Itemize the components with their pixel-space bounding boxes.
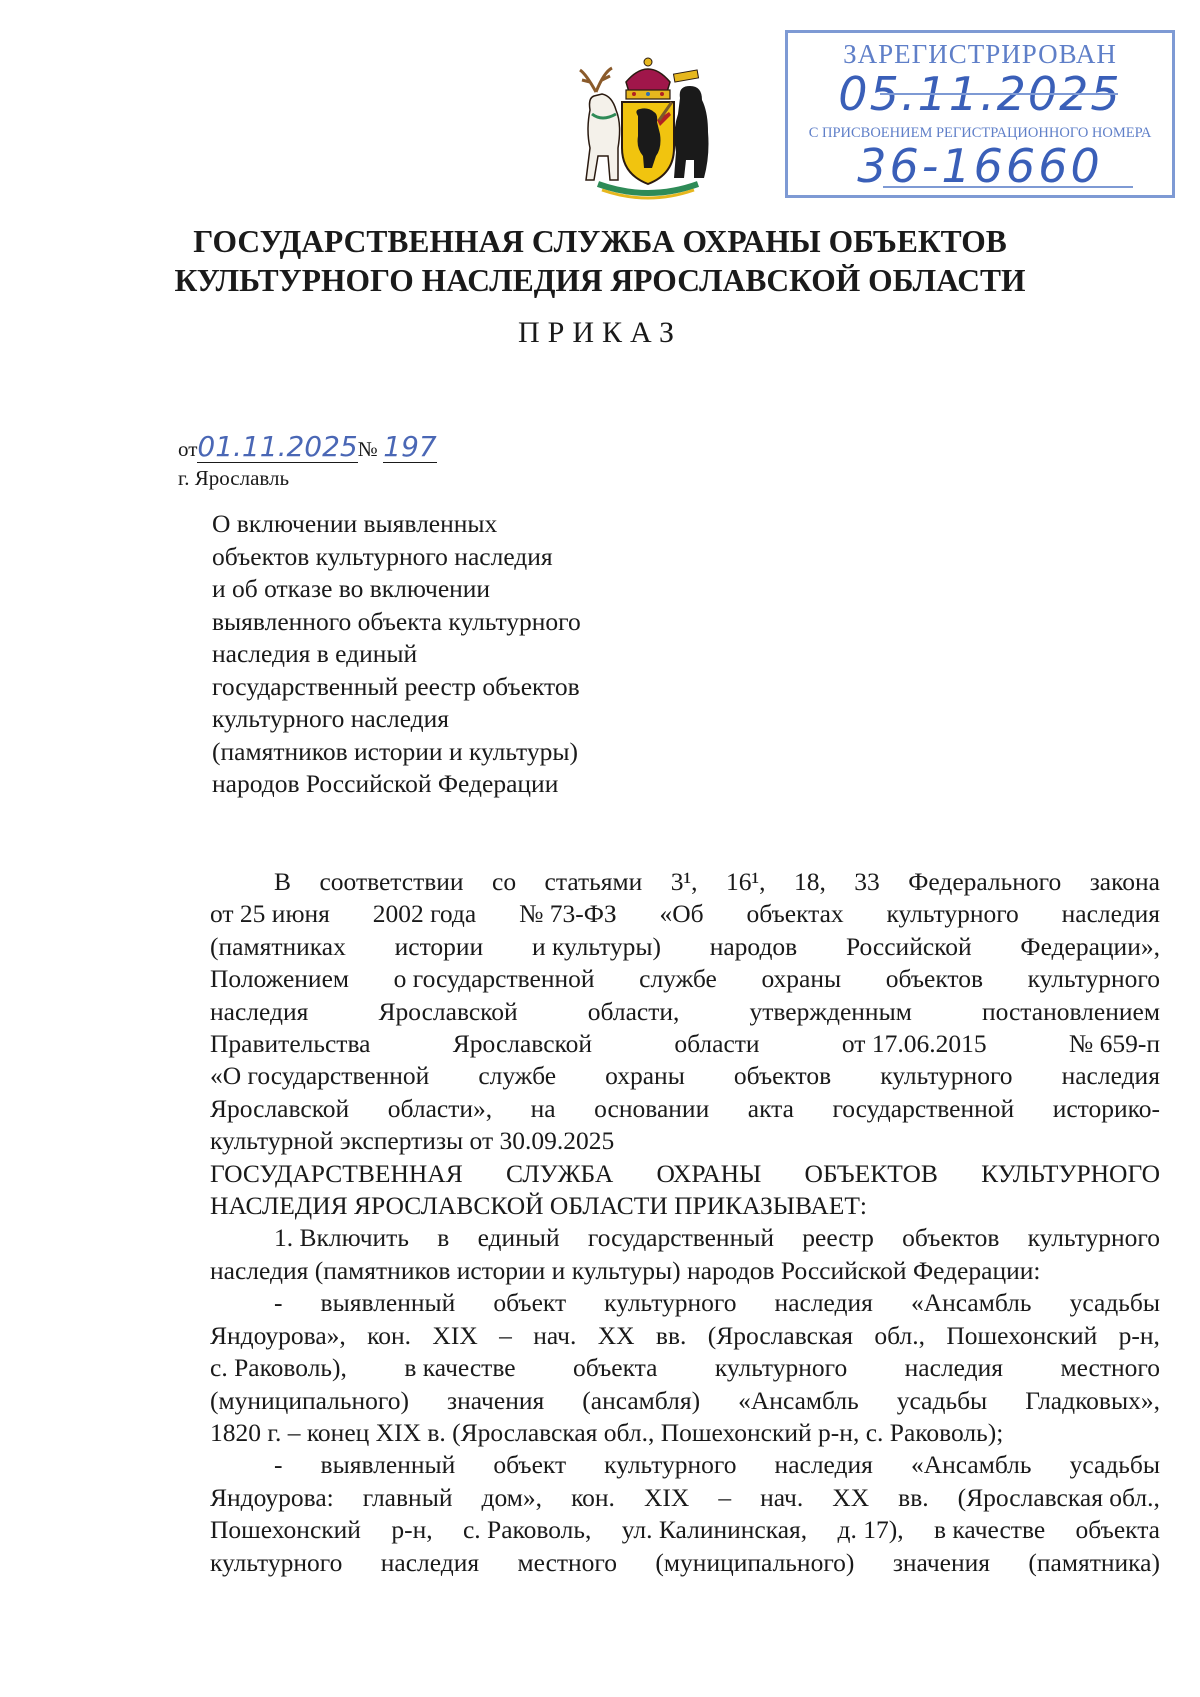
body-word: выявленный bbox=[320, 1288, 456, 1318]
body-word: вв. bbox=[898, 1482, 929, 1512]
body-word: местного bbox=[1060, 1353, 1160, 1383]
body-word: «Об bbox=[659, 899, 704, 929]
body-word: Пошехонский bbox=[210, 1515, 361, 1545]
body-word: № 659-п bbox=[1068, 1029, 1160, 1059]
body-line bbox=[210, 1449, 1160, 1481]
body-word: 2002 года bbox=[372, 899, 477, 929]
body-word: «О государственной bbox=[210, 1061, 430, 1091]
body-word: культурного bbox=[1027, 964, 1160, 994]
body-word: в bbox=[437, 1223, 450, 1253]
body-word: объектов bbox=[733, 1061, 832, 1091]
body-word: р-н, bbox=[1118, 1320, 1160, 1350]
deer-supporter-icon bbox=[580, 68, 620, 180]
body-line bbox=[210, 1320, 1160, 1352]
body-word: области», bbox=[387, 1093, 493, 1123]
body-word: НАСЛЕДИЯ ЯРОСЛАВСКОЙ ОБЛАСТИ ПРИКАЗЫВАЕТ: bbox=[210, 1191, 868, 1221]
body-word: наследия bbox=[1061, 899, 1160, 929]
body-word: культурного bbox=[210, 1547, 343, 1577]
body-word: культурного bbox=[714, 1353, 848, 1383]
body-word: объектах bbox=[746, 899, 844, 929]
body-word: (Ярославская bbox=[707, 1320, 854, 1350]
body-word: охраны bbox=[605, 1061, 685, 1091]
body-word: XX bbox=[832, 1482, 870, 1512]
body-word: государственный bbox=[587, 1223, 774, 1253]
stamp-underline bbox=[880, 93, 1118, 95]
number-prefix: № bbox=[357, 437, 378, 461]
body-word: статьями bbox=[544, 867, 643, 896]
city: г. Ярославль bbox=[178, 466, 290, 490]
body-word: (муниципального) bbox=[210, 1385, 409, 1415]
subject-line: культурного наследия bbox=[212, 704, 450, 733]
body-word: и культуры) bbox=[531, 931, 661, 961]
subject-line: государственный реестр объектов bbox=[212, 671, 580, 701]
body-line bbox=[210, 1093, 1160, 1125]
body-word: наследия bbox=[774, 1450, 873, 1480]
body-word: в качестве bbox=[404, 1353, 516, 1383]
body-word: объектов bbox=[885, 964, 984, 994]
body-word: народов bbox=[709, 931, 798, 961]
body-word: Федерального bbox=[908, 867, 1062, 896]
body-word: р-н, bbox=[391, 1515, 433, 1545]
body-word: (Ярославская обл., bbox=[957, 1482, 1160, 1512]
body-word: области, bbox=[587, 996, 680, 1026]
body-line bbox=[210, 1352, 1160, 1384]
body-line bbox=[210, 898, 1160, 930]
body-word: «Ансамбль bbox=[910, 1450, 1032, 1480]
body-word: наследия bbox=[904, 1353, 1003, 1383]
order-dateline bbox=[178, 432, 437, 464]
body-word: XIX bbox=[643, 1482, 690, 1512]
body-word: ОБЪЕКТОВ bbox=[804, 1158, 938, 1188]
body-word: культурной экспертизы от 30.09.2025 bbox=[210, 1126, 615, 1156]
subject-line: наследия в единый bbox=[212, 639, 418, 668]
subject-line: и об отказе во включении bbox=[212, 574, 491, 603]
body-line bbox=[210, 1028, 1160, 1060]
handwritten-date: 01.11.2025 bbox=[197, 430, 358, 463]
body-word: постановлением bbox=[981, 996, 1160, 1026]
body-word: нач. bbox=[533, 1320, 577, 1350]
body-word: закона bbox=[1089, 867, 1160, 896]
body-word: на bbox=[530, 1093, 556, 1123]
body-line bbox=[210, 931, 1160, 963]
body-word: - bbox=[274, 1288, 283, 1318]
subject-line: объектов культурного наследия bbox=[212, 541, 553, 571]
body-word: культурного bbox=[1027, 1223, 1160, 1253]
handwritten-number: 197 bbox=[383, 430, 437, 463]
body-line bbox=[210, 1158, 1160, 1190]
body-word: основании bbox=[594, 1093, 710, 1123]
body-word: от 25 июня bbox=[210, 899, 330, 929]
body-word: охраны bbox=[761, 964, 842, 994]
body-word: объектов bbox=[902, 1223, 1000, 1253]
body-line bbox=[210, 1060, 1160, 1092]
body-word: объект bbox=[493, 1450, 567, 1480]
subject-line: народов Российской Федерации bbox=[212, 769, 559, 798]
body-word: – bbox=[718, 1482, 732, 1512]
body-word: с. Раковоль, bbox=[462, 1515, 592, 1545]
body-word: кон. bbox=[571, 1482, 615, 1512]
body-word: объект bbox=[493, 1288, 567, 1318]
body-word: культурного bbox=[604, 1288, 737, 1318]
body-word: историко- bbox=[1052, 1093, 1160, 1123]
body-line bbox=[210, 963, 1160, 995]
body-word: усадьбы bbox=[1069, 1450, 1160, 1480]
body-word: № 73-ФЗ bbox=[519, 899, 617, 929]
coat-of-arms-emblem bbox=[568, 52, 728, 204]
body-word: культурного bbox=[604, 1450, 737, 1480]
body-word: единый bbox=[477, 1223, 560, 1253]
body-word: 18, bbox=[793, 867, 826, 896]
body-word: истории bbox=[394, 931, 484, 961]
order-body bbox=[210, 866, 1160, 1579]
body-word: Пошехонский bbox=[946, 1320, 1098, 1350]
org-line-1: ГОСУДАРСТВЕННАЯ СЛУЖБА ОХРАНЫ ОБЪЕКТОВ bbox=[193, 224, 1007, 259]
body-word: XIX bbox=[432, 1320, 478, 1350]
body-word: выявленный bbox=[320, 1450, 456, 1480]
body-line bbox=[210, 1385, 1160, 1417]
body-word: обл., bbox=[874, 1320, 925, 1350]
body-line bbox=[210, 1417, 1160, 1449]
body-word: КУЛЬТУРНОГО bbox=[981, 1158, 1160, 1188]
body-line bbox=[210, 996, 1160, 1028]
date-prefix: от bbox=[178, 437, 198, 461]
body-word: наследия bbox=[1061, 1061, 1160, 1091]
body-word: о государственной bbox=[393, 964, 595, 994]
body-word: Ярославской bbox=[452, 1029, 593, 1059]
body-word: службе bbox=[478, 1061, 557, 1091]
body-line bbox=[210, 1190, 1160, 1222]
body-word: вв. bbox=[655, 1320, 687, 1350]
body-line bbox=[210, 1255, 1160, 1287]
body-word: соответствии bbox=[319, 867, 464, 896]
body-word: – bbox=[499, 1320, 512, 1350]
stamp-number: 36-16660 bbox=[857, 139, 1103, 193]
body-word: (памятника) bbox=[1028, 1547, 1160, 1577]
body-word: ОХРАНЫ bbox=[656, 1158, 762, 1188]
body-word: объекта bbox=[1075, 1515, 1160, 1545]
body-word: в качестве bbox=[934, 1515, 1046, 1545]
body-word: дом», bbox=[481, 1482, 543, 1512]
body-word: (ансамбля) bbox=[582, 1385, 701, 1415]
stamp-underline bbox=[883, 186, 1133, 188]
body-word: Гладковых», bbox=[1025, 1385, 1160, 1415]
subject-line: выявленного объекта культурного bbox=[212, 606, 581, 636]
body-line bbox=[210, 1222, 1160, 1254]
body-word: «Ансамбль bbox=[738, 1385, 859, 1415]
body-word: Правительства bbox=[210, 1029, 371, 1059]
body-line bbox=[210, 1125, 1160, 1157]
organization-name bbox=[0, 222, 1200, 300]
body-word: от 17.06.2015 bbox=[841, 1029, 987, 1059]
body-word: государственной bbox=[832, 1093, 1015, 1123]
body-word: Положением bbox=[210, 964, 350, 994]
body-word: ГОСУДАРСТВЕННАЯ bbox=[210, 1158, 463, 1188]
body-word: Ярославской bbox=[378, 996, 518, 1026]
body-word: культурного bbox=[880, 1061, 1013, 1091]
body-word: нач. bbox=[760, 1482, 804, 1512]
body-word: Ярославской bbox=[210, 1093, 350, 1123]
body-word: усадьбы bbox=[896, 1385, 988, 1415]
body-word: Яндоурова: bbox=[210, 1482, 334, 1512]
subject-line: О включении выявленных bbox=[212, 509, 498, 538]
stamp-date: 05.11.2025 bbox=[838, 67, 1122, 121]
body-line bbox=[210, 1547, 1160, 1579]
body-word: утвержденным bbox=[749, 996, 912, 1026]
body-word: с. Раковоль), bbox=[210, 1353, 347, 1383]
body-line bbox=[210, 1514, 1160, 1546]
body-word: 16¹, bbox=[725, 867, 766, 896]
body-word: реестр bbox=[802, 1223, 874, 1253]
body-word: наследия (памятников истории и культуры) народов Российской Федерации: bbox=[210, 1255, 1041, 1285]
order-subject bbox=[212, 508, 672, 801]
body-word: усадьбы bbox=[1069, 1288, 1160, 1318]
body-word: культурного bbox=[886, 899, 1019, 929]
body-word: XX bbox=[597, 1320, 635, 1350]
bear-supporter-icon bbox=[673, 70, 708, 178]
body-line bbox=[210, 1287, 1160, 1319]
body-word: (памятниках bbox=[210, 931, 346, 961]
body-line bbox=[210, 1482, 1160, 1514]
body-word: 1820 г. – конец XIX в. (Ярославская обл., Пошехонский р-н, с. Раковоль); bbox=[210, 1417, 1004, 1447]
body-word: наследия bbox=[380, 1547, 480, 1577]
body-word: СЛУЖБА bbox=[505, 1158, 614, 1188]
body-word: д. 17), bbox=[837, 1515, 904, 1545]
body-word: «Ансамбль bbox=[910, 1288, 1032, 1318]
stamp-subtitle: С ПРИСВОЕНИЕМ РЕГИСТРАЦИОННОГО НОМЕРА bbox=[808, 125, 1152, 141]
document-type: ПРИКАЗ bbox=[518, 316, 682, 349]
body-word: кон. bbox=[367, 1320, 412, 1350]
body-word: значения bbox=[892, 1547, 990, 1577]
body-word: Федерации», bbox=[1020, 931, 1160, 961]
body-word: (муниципального) bbox=[655, 1547, 855, 1577]
body-word: объекта bbox=[573, 1353, 658, 1383]
body-word: В bbox=[274, 867, 292, 896]
stamp-title: ЗАРЕГИСТРИРОВАН bbox=[843, 39, 1117, 69]
body-word: наследия bbox=[774, 1288, 873, 1318]
org-line-2: КУЛЬТУРНОГО НАСЛЕДИЯ ЯРОСЛАВСКОЙ ОБЛАСТИ bbox=[174, 263, 1026, 298]
body-word: наследия bbox=[210, 996, 309, 1026]
body-word: - bbox=[274, 1450, 283, 1480]
body-line bbox=[210, 866, 1160, 898]
body-word: службе bbox=[639, 964, 717, 994]
body-word: Яндоурова», bbox=[210, 1320, 346, 1350]
body-word: значения bbox=[447, 1385, 545, 1415]
body-word: 1. Включить bbox=[274, 1223, 409, 1253]
subject-line: (памятников истории и культуры) bbox=[212, 736, 578, 766]
body-word: ул. Калининская, bbox=[621, 1515, 808, 1545]
body-word: со bbox=[492, 867, 517, 896]
body-word: 33 bbox=[854, 867, 880, 896]
registration-stamp bbox=[785, 30, 1175, 198]
body-word: области bbox=[674, 1029, 760, 1059]
body-word: 3¹, bbox=[670, 867, 698, 896]
body-word: главный bbox=[362, 1482, 453, 1512]
crown-icon bbox=[626, 58, 670, 99]
body-word: местного bbox=[517, 1547, 618, 1577]
body-word: акта bbox=[747, 1093, 794, 1123]
body-word: Российской bbox=[845, 931, 972, 961]
